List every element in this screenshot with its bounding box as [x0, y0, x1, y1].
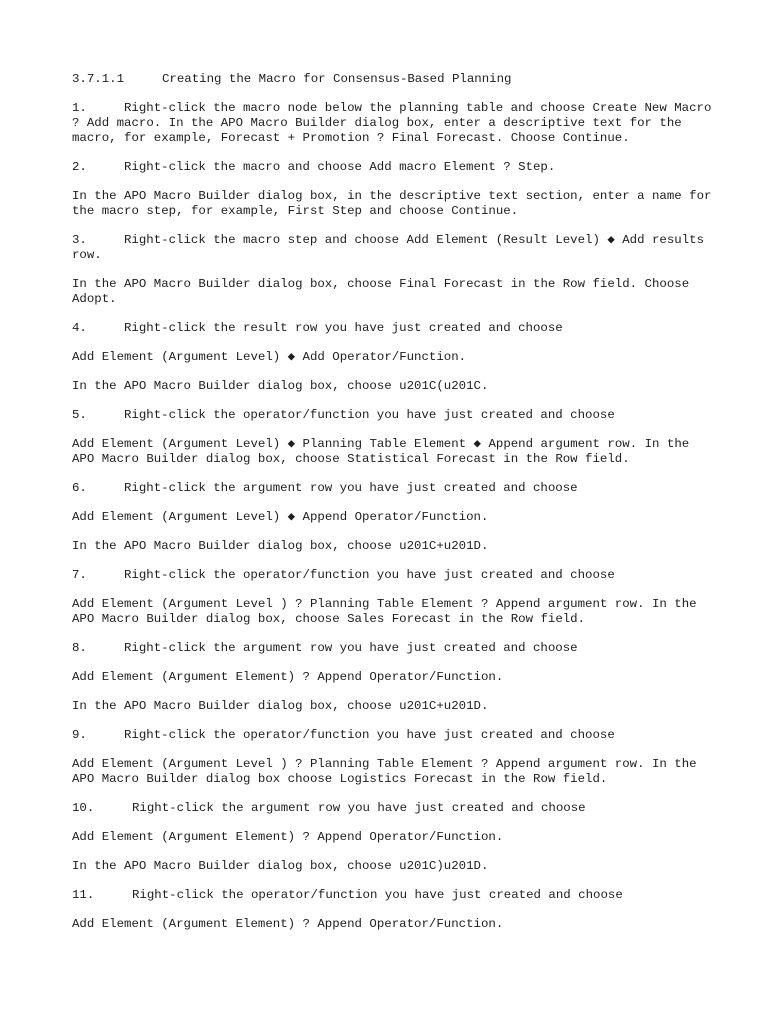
paragraph-text: Add Element (Argument Element) ? Append Operator/Function. [72, 670, 504, 684]
paragraph-text: Right-click the result row you have just created and choose [124, 321, 563, 335]
body-paragraph [72, 859, 712, 874]
body-paragraph [72, 277, 712, 307]
step-paragraph [72, 888, 712, 903]
paragraph-text: Right-click the macro node below the planning table and choose Create New Macro ? Add macro. In the APO Macro Builder dialog box, enter a descriptive text for the macro, for example, Forecast + Promotion ? Final Forecast. Choose Continue. [72, 101, 719, 145]
paragraph-text: Right-click the operator/function you have just created and choose [124, 568, 615, 582]
step-paragraph [72, 160, 712, 175]
paragraph-text: Right-click the argument row you have just created and choose [124, 481, 578, 495]
step-number: 1. [72, 101, 87, 115]
step-paragraph [72, 481, 712, 496]
paragraph-text: In the APO Macro Builder dialog box, choose u201C(u201C. [72, 379, 489, 393]
body-paragraph [72, 539, 712, 554]
body-paragraph [72, 917, 712, 932]
step-number: 2. [72, 160, 87, 174]
paragraph-text: Right-click the macro and choose Add macro Element ? Step. [124, 160, 556, 174]
paragraph-text: Add Element (Argument Element) ? Append Operator/Function. [72, 830, 504, 844]
paragraph-text: In the APO Macro Builder dialog box, choose u201C+u201D. [72, 699, 489, 713]
step-number: 8. [72, 641, 87, 655]
step-paragraph [72, 568, 712, 583]
step-paragraph [72, 233, 712, 263]
section-heading [72, 72, 712, 87]
body-paragraph [72, 189, 719, 219]
step-number: 5. [72, 408, 87, 422]
paragraph-text: Right-click the argument row you have just created and choose [132, 801, 586, 815]
paragraph-text: Right-click the operator/function you have just created and choose [124, 728, 615, 742]
paragraph-text: Add Element (Argument Level) ◆ Append Operator/Function. [72, 510, 489, 524]
step-number: 3. [72, 233, 87, 247]
body-paragraph [72, 350, 712, 365]
paragraph-text: Add Element (Argument Element) ? Append Operator/Function. [72, 917, 504, 931]
body-paragraph [72, 379, 712, 394]
paragraph-text: Add Element (Argument Level ) ? Planning Table Element ? Append argument row. In the APO Macro Builder dialog box, choose Sales Forecast in the Row field. [72, 597, 705, 626]
step-paragraph [72, 321, 712, 336]
step-paragraph [72, 641, 712, 656]
step-paragraph [72, 101, 719, 146]
body-paragraph [72, 510, 712, 525]
step-number: 9. [72, 728, 87, 742]
paragraph-text: In the APO Macro Builder dialog box, in the descriptive text section, enter a name for the macro step, for example, First Step and choose Continue. [72, 189, 719, 218]
body-paragraph [72, 830, 712, 845]
step-paragraph [72, 801, 712, 816]
body-paragraph [72, 699, 712, 714]
paragraph-text: In the APO Macro Builder dialog box, choose u201C)u201D. [72, 859, 489, 873]
step-number: 11. [72, 888, 95, 902]
body-paragraph [72, 757, 712, 787]
paragraph-text: Right-click the argument row you have just created and choose [124, 641, 578, 655]
paragraph-text: Add Element (Argument Level) ◆ Planning Table Element ◆ Append argument row. In the APO Macro Builder dialog box, choose Statistical Forecast in the Row field. [72, 437, 697, 466]
paragraph-text: Right-click the macro step and choose Add Element (Result Level) ◆ Add results row. [72, 233, 712, 262]
paragraph-text: In the APO Macro Builder dialog box, choose Final Forecast in the Row field. Choose Adopt. [72, 277, 697, 306]
body-paragraph [72, 437, 712, 467]
section-title: Creating the Macro for Consensus-Based Planning [162, 72, 512, 86]
body-paragraph [72, 597, 712, 627]
paragraph-text: In the APO Macro Builder dialog box, choose u201C+u201D. [72, 539, 489, 553]
paragraph-text: Right-click the operator/function you have just created and choose [132, 888, 623, 902]
step-paragraph [72, 408, 712, 423]
section-number: 3.7.1.1 [72, 72, 125, 86]
paragraph-text: Right-click the operator/function you have just created and choose [124, 408, 615, 422]
step-number: 7. [72, 568, 87, 582]
body-paragraph [72, 670, 712, 685]
paragraph-text: Add Element (Argument Level ) ? Planning Table Element ? Append argument row. In the APO Macro Builder dialog box choose Logistics Forecast in the Row field. [72, 757, 705, 786]
step-number: 10. [72, 801, 95, 815]
paragraph-text: Add Element (Argument Level) ◆ Add Operator/Function. [72, 350, 467, 364]
step-paragraph [72, 728, 712, 743]
step-number: 4. [72, 321, 87, 335]
document-page [72, 72, 719, 946]
step-number: 6. [72, 481, 87, 495]
